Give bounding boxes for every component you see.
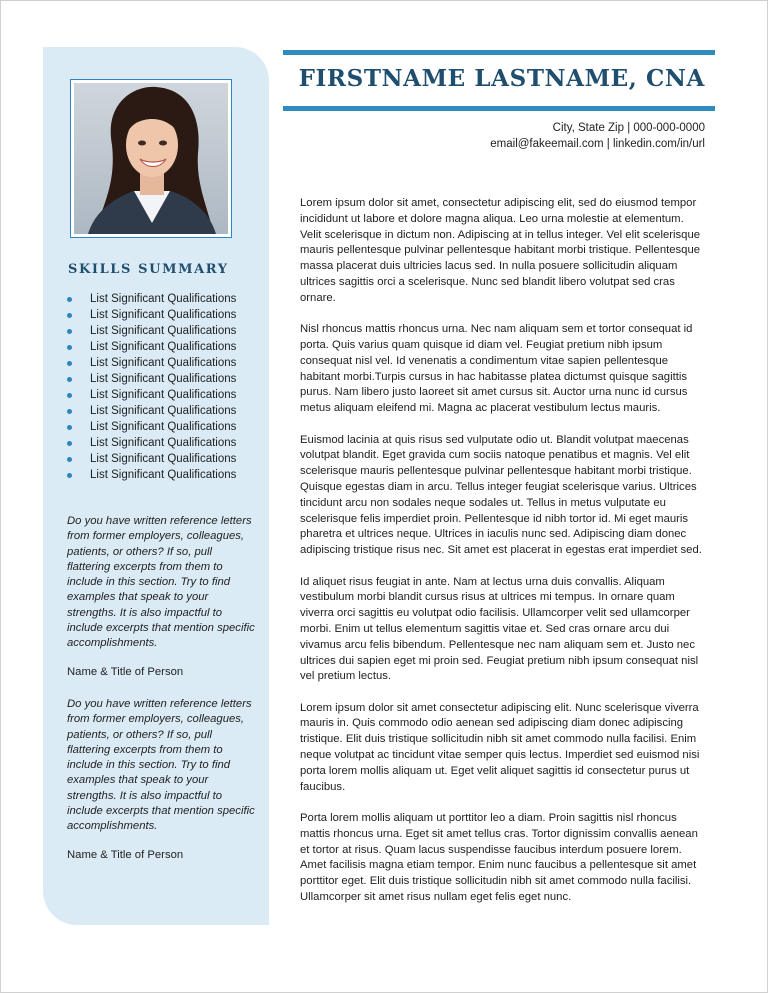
skill-item (65, 307, 236, 323)
contact-location-phone: City, State Zip | 000-000-0000 (552, 122, 705, 134)
skill-item (65, 419, 236, 435)
skill-item (65, 435, 236, 451)
skill-label: List Significant Qualifications (90, 293, 237, 305)
profile-photo (74, 83, 228, 234)
bullet-icon (67, 313, 72, 318)
skill-label: List Significant Qualifications (90, 453, 237, 465)
skill-item (65, 387, 236, 403)
bullet-icon (67, 345, 72, 350)
skill-label: List Significant Qualifications (90, 437, 237, 449)
sidebar (43, 47, 269, 925)
body-paragraph: Euismod lacinia at quis risus sed vulputate odio ut. Blandit volutpat maecenas volutpat blandit. Eget gravida cum sociis natoque penatibus et magnis. Vel elit scelerisque mauris pellentesque pulvinar pellentesque habitant morbi tristique. Quisque egestas diam in arcu. Tellus integer feugiat scelerisque varius. Ultrices tincidunt arcu non sodales neque sodales ut. Tellus in metus vulputate eu scelerisque felis imperdiet proin. Pellentesque id nibh tortor id. Mi eget mauris pharetra et ultrices neque. Ultrices in iaculis nunc sed. Adipiscing diam donec adipiscing tristique risus nec. Sit amet est placerat in egestas erat imperdiet sed. (300, 433, 702, 557)
bullet-icon (67, 425, 72, 430)
skill-item (65, 339, 236, 355)
contact-email-linkedin: email@fakeemail.com | linkedin.com/in/url (490, 138, 705, 150)
skill-label: List Significant Qualifications (90, 421, 237, 433)
body-paragraph: Nisl rhoncus mattis rhoncus urna. Nec nam aliquam sem et tortor consequat id porta. Quis varius quam quisque id diam vel. Feugiat pretium nibh ipsum consequat nisl vel. Id venenatis a condimentum vitae sapien pellentesque habitant morbi.Turpis cursus in hac habitasse platea dictumst quisque sagittis purus. Nam libero justo laoreet sit amet cursus sit. Auctor urna nunc id cursus metus aliquam eleifend mi. Magna ac placerat vestibulum lectus mauris. (300, 323, 693, 415)
header-bottom-rule (283, 106, 715, 111)
bullet-icon (67, 329, 72, 334)
bullet-icon (67, 409, 72, 414)
reference-quote: Do you have written reference letters from former employers, colleagues, patients, or others? If so, pull flattering excerpts from them to include in this section. Try to find examples that speak to your strengths. It is also impactful to include excerpts that mention specific accomplishments. (67, 698, 255, 833)
skill-label: List Significant Qualifications (90, 469, 237, 481)
skills-summary-heading: SKILLS SUMMARY (68, 262, 229, 277)
bullet-icon (67, 377, 72, 382)
skill-label: List Significant Qualifications (90, 325, 237, 337)
body-paragraph: Lorem ipsum dolor sit amet consectetur adipiscing elit. Nunc scelerisque viverra mauris in. Quis commodo odio aenean sed adipiscing diam donec adipiscing tristique. Elit duis tristique sollicitudin nibh sit amet commodo nulla facilisi. Enim neque volutpat ac tincidunt vitae semper quis lectus. Imperdiet sed euismod nisi porta lorem mollis aliquam ut. Eget velit aliquet sagittis id consectetur purus ut faucibus. (300, 701, 700, 793)
skill-item (65, 323, 236, 339)
skill-label: List Significant Qualifications (90, 373, 237, 385)
skill-label: List Significant Qualifications (90, 341, 237, 353)
bullet-icon (67, 457, 72, 462)
candidate-name: FIRSTNAME LASTNAME, CNA (298, 65, 705, 92)
body-paragraph: Id aliquet risus feugiat in ante. Nam at lectus urna duis convallis. Aliquam vestibulum morbi blandit cursus risus at ultrices mi tempus. In ornare quam viverra orci sagittis eu volutpat odio facilisis. Ullamcorper velit sed ullamcorper morbi. Enim ut tellus elementum sagittis vitae et. Sed cras ornare arcu dui vivamus arcu felis bibendum. Pellentesque nec nam aliquam sem et. Justo nec ultrices dui sapien eget mi proin sed. Feugiat pretium nibh ipsum consequat nisl vel pretium lectus. (300, 575, 699, 683)
person-portrait-icon (74, 83, 228, 234)
bullet-icon (67, 441, 72, 446)
bullet-icon (67, 393, 72, 398)
skills-list (65, 291, 236, 483)
skill-label: List Significant Qualifications (90, 309, 237, 321)
bullet-icon (67, 297, 72, 302)
skill-item (65, 371, 236, 387)
cover-letter-body (300, 196, 708, 921)
header-top-rule (283, 50, 715, 55)
reference-name: Name & Title of Person (67, 849, 184, 861)
skill-item (65, 467, 236, 483)
skill-item (65, 355, 236, 371)
skill-label: List Significant Qualifications (90, 405, 237, 417)
skill-item (65, 451, 236, 467)
skill-label: List Significant Qualifications (90, 389, 237, 401)
reference-name: Name & Title of Person (67, 666, 184, 678)
body-paragraph: Lorem ipsum dolor sit amet, consectetur adipiscing elit, sed do eiusmod tempor incididunt ut labore et dolore magna aliqua. Leo urna molestie at elementum. Velit scelerisque in dictum non. Adipiscing at in tellus integer. Vel elit scelerisque mauris pellentesque pulvinar pellentesque habitant morbi tristique. Pellentesque massa placerat duis ultricies lacus sed. In nulla posuere sollicitudin aliquam ultrices sagittis orci a scelerisque. Nunc sed blandit libero volutpat sed cras ornare. (300, 197, 701, 304)
bullet-icon (67, 473, 72, 478)
profile-photo-frame (70, 79, 232, 238)
bullet-icon (67, 361, 72, 366)
reference-quote: Do you have written reference letters from former employers, colleagues, patients, or others? If so, pull flattering excerpts from them to include in this section. Try to find examples that speak to your strengths. It is also impactful to include excerpts that mention specific accomplishments. (67, 515, 255, 650)
body-paragraph: Porta lorem mollis aliquam ut porttitor leo a diam. Proin sagittis nisl rhoncus mattis rhoncus urna. Eget sit amet tellus cras. Tortor dignissim convallis aenean et tortor at risus. Quam lacus suspendisse faucibus interdum posuere lorem. Amet facilisis magna etiam tempor. Enim nunc faucibus a pellentesque sit amet porttitor eget. Elit duis tristique sollicitudin nibh sit amet commodo nulla facilisi. Ullamcorper sit amet risus nullam eget felis eget nunc. (300, 812, 698, 904)
skill-item (65, 403, 236, 419)
skill-label: List Significant Qualifications (90, 357, 237, 369)
skill-item (65, 291, 236, 307)
